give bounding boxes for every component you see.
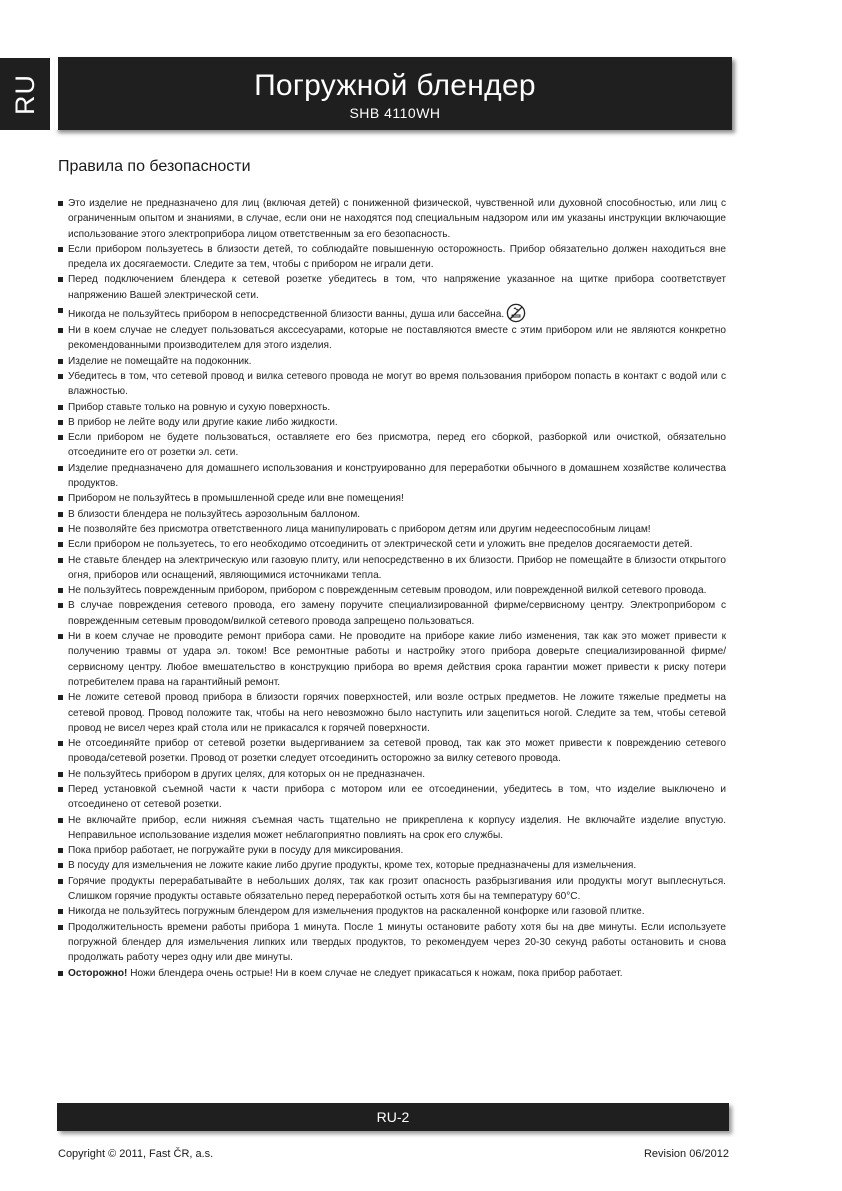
list-item: [58, 629, 726, 690]
rule-text: Не отсоединяйте прибор от сетевой розетки выдергиванием за сетевой провод, так как это может привести к повреждению сетевого провода/сетевой розетки. Провод от розетки следует отсоединить осторожно за вилку сетевого провода.: [68, 738, 726, 765]
list-item: [58, 303, 726, 323]
list-item: [58, 196, 726, 242]
list-item: [58, 920, 726, 966]
rule-text: В прибор не лейте воду или другие какие либо жидкости.: [68, 416, 338, 428]
rule-text: Продолжительность времени работы прибора 1 минута. После 1 минуты остановите работу хотя бы на две минуты. Если используете погружной блендер для измельчения липких или твердых продуктов, то рекомендуем через 20-30 секунд работы остановить и снова продолжать работу через одну или две минуты.: [68, 921, 726, 964]
list-item: [58, 736, 726, 767]
list-item: [58, 553, 726, 584]
rule-text: Не позволяйте без присмотра ответственного лица манипулировать с прибором детям или другим недееспособным лицам!: [68, 523, 651, 535]
rule-text: Ни в коем случае не следует пользоваться акссесуарами, которые не поставляются вместе с этим прибором или не являются конкретно рекомендованными производителем для этого изделия.: [68, 325, 726, 352]
rule-text: Это изделие не предназначено для лиц (включая детей) с пониженной физической, чувственной или духовной способностью, или лиц с ограниченным опытом и знаниями, в случае, если они не находятся под специальным надзором или им указаны инструкции включающие использование этого электроприбора лицом ответственным за его безопасность.: [68, 198, 726, 240]
list-item: [58, 522, 726, 537]
list-item: [58, 272, 726, 303]
list-item: [58, 874, 726, 905]
rule-text: Если прибором не пользуетесь, то его необходимо отсоединить от электрической сети и уложить вне пределов досягаемости детей.: [68, 539, 693, 551]
rule-text: В посуду для измельчения не ложите какие либо другие продукты, кроме тех, которые предназначены для измельчения.: [68, 860, 637, 872]
rule-text: Перед подключением блендера к сетевой розетке убедитесь в том, что напряжение указанное на щитке прибора соответствует напряжению Вашей электрической сети.: [68, 274, 726, 301]
rule-text: Изделие не помещайте на подоконник.: [68, 355, 252, 367]
revision: Revision 06/2012: [643, 1148, 729, 1160]
language-tab: [0, 58, 50, 130]
list-item: [58, 323, 726, 354]
rule-text: Прибор ставьте только на ровную и сухую поверхность.: [68, 401, 331, 413]
list-item: [58, 813, 726, 844]
list-item: [58, 507, 726, 522]
list-item: [58, 430, 726, 461]
page-title: Погружной блендер: [254, 69, 536, 102]
list-item: [58, 354, 726, 369]
page-number-bar: [57, 1103, 729, 1131]
list-item: [58, 782, 726, 813]
rule-text: Никогда не пользуйтесь погружным блендером для измельчения продуктов на раскаленной конфорке или газовой плитке.: [68, 906, 645, 918]
safety-rules-list: [58, 196, 726, 981]
rule-text: Пока прибор работает, не погружайте руки в посуду для миксирования.: [68, 845, 404, 857]
list-item: [58, 583, 726, 598]
section-title: Правила по безопасности: [58, 158, 251, 175]
list-item: [58, 767, 726, 782]
rule-text: Ни в коем случае не проводите ремонт прибора сами. Не проводите на приборе какие либо изменения, так как это может привести к получению травмы от удара эл. током! Все ремонтные работы и настройку этого прибора доверьте специализированной фирме/сервисному центру. Любое вмешательство в конструкцию прибора во время действия срока гарантии может привести к риску потери потребителем права на гарантийный ремонт.: [68, 631, 726, 688]
rule-text: Горячие продукты перерабатывайте в небольших долях, так как грозит опасность разбрызгивания или продукты могут выплеснуться. Слишком горячие продукты оставьте обязательно перед переработкой остыть хотя бы на температуру 60°C.: [68, 875, 726, 903]
rule-text: Не ставьте блендер на электрическую или газовую плиту, или непосредственно в их близости. Прибор не помещайте в близости открытого огня, приборов или оснащений, являющимися источниками тепла.: [68, 554, 726, 581]
rule-text: В близости блендера не пользуйтесь аэрозольным баллоном.: [68, 508, 361, 520]
rule-text: Изделие предназначено для домашнего использования и конструированно для переработки обычного в домашнем хозяйстве количества продуктов.: [68, 462, 726, 490]
rule-text: В случае повреждения сетевого провода, его замену поручите специализированной фирме/сервисному центру. Электроприбором с поврежденным сетевым проводом/вилкой сетевого провода запрещено пользоваться.: [68, 600, 726, 627]
list-item: [58, 415, 726, 430]
list-item: [58, 491, 726, 506]
list-item: [58, 843, 726, 858]
list-item: [58, 369, 726, 400]
rule-text: Никогда не пользуйтесь прибором в непосредственной близости ванны, душа или бассейна.: [68, 309, 505, 321]
rule-text: Не включайте прибор, если нижняя съемная часть тщательно не прикреплена к корпусу изделия. Не включайте изделие впустую. Неправильное использование изделия может неблагоприятно повлиять на срок его службы.: [68, 814, 726, 841]
page-number: RU-2: [376, 1109, 410, 1125]
copyright: Copyright © 2011, Fast ČR, a.s.: [58, 1148, 214, 1160]
list-item: [58, 690, 726, 736]
warning-label: Осторожно!: [68, 967, 128, 979]
warning-item: [58, 966, 726, 981]
rule-text: Не ложите сетевой провод прибора в близости горячих поверхностей, или возле острых предметов. Не ложите тяжелые предметы на сетевой провод. Провод положите так, чтобы на него невозможно было наступить или зацепиться ногой. Следите за тем, чтобы сетевой провод не висел через край стола или не прикасался к горячей поверхности.: [68, 692, 726, 734]
warning-text: Ножи блендера очень острые! Ни в коем случае не следует прикасаться к ножам, пока прибор работает.: [127, 967, 623, 979]
rule-text: Перед установкой съемной части к части прибора с мотором или ее отсоединении, убедитесь в том, что изделие выключено и отсоединено от сетевой розетки.: [68, 783, 726, 811]
language-code: RU: [9, 73, 40, 115]
header-banner: [55, 57, 732, 130]
rule-text: Прибором не пользуйтесь в промышленной среде или вне помещения!: [68, 493, 404, 505]
rule-text: Если прибором не будете пользоваться, оставляете его без присмотра, перед его сборкой, разборкой или очисткой, обязательно отсоедините его от розетки эл. сети.: [68, 432, 726, 459]
rule-text: Не пользуйтесь поврежденным прибором, прибором с поврежденным сетевым проводом, или поврежденной вилкой сетевого провода.: [68, 585, 707, 597]
rule-text: Если прибором пользуетесь в близости детей, то соблюдайте повышенную осторожность. Прибор обязательно должен находиться вне предела их досягаемости. Следите за тем, чтобы с прибором не играли дети.: [68, 243, 726, 271]
list-item: [58, 461, 726, 492]
list-item: [58, 400, 726, 415]
list-item: [58, 242, 726, 273]
list-item: [58, 598, 726, 629]
list-item: [58, 904, 726, 919]
list-item: [58, 858, 726, 873]
list-item: [58, 537, 726, 552]
rule-text: Не пользуйтесь прибором в других целях, для которых он не предназначен.: [68, 768, 426, 780]
no-water-icon: [506, 303, 526, 323]
rule-text: Убедитесь в том, что сетевой провод и вилка сетевого провода не могут во время пользования прибором попасть в контакт с водой или с влажностью.: [68, 370, 726, 398]
model-number: SHB 4110WH: [349, 105, 441, 121]
